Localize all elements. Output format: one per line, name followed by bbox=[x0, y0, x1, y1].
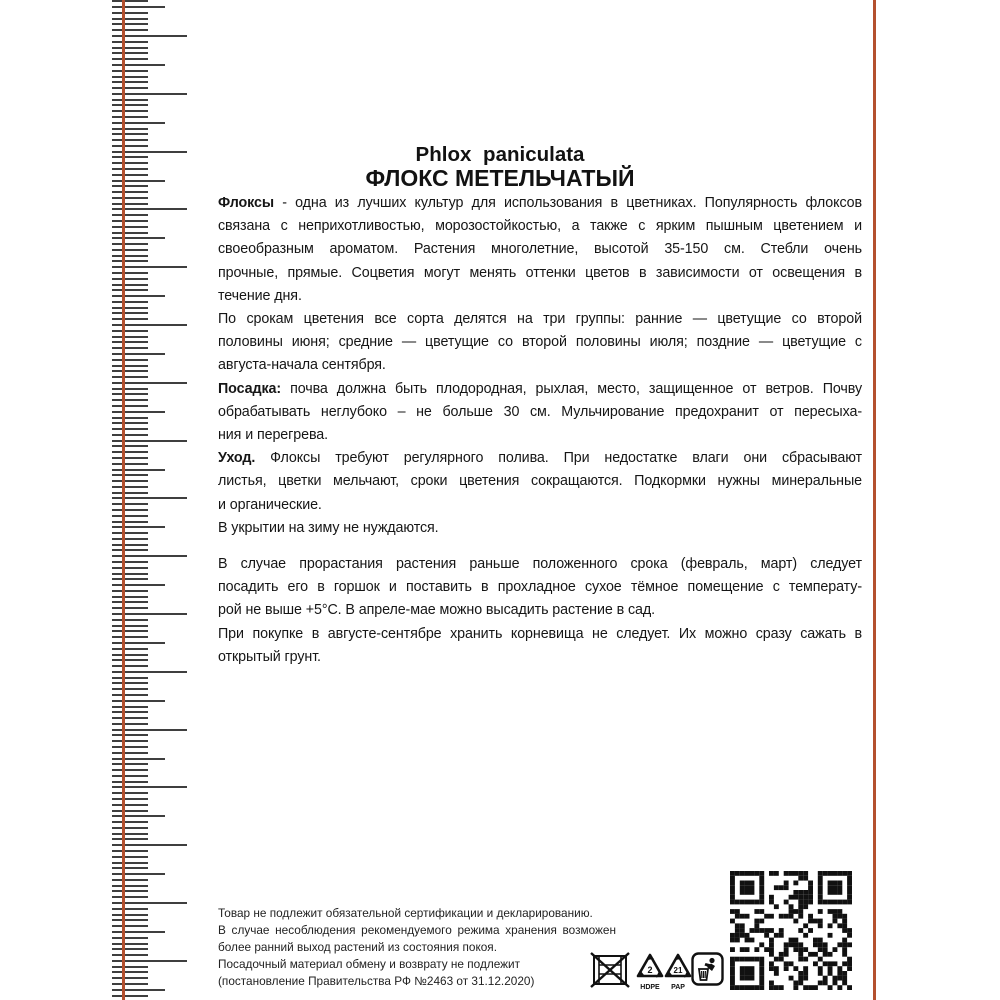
ruler-tick bbox=[112, 688, 148, 690]
ruler-tick bbox=[112, 995, 148, 997]
ruler-tick bbox=[112, 700, 165, 702]
ruler-tick bbox=[112, 867, 148, 869]
ruler-tick bbox=[112, 168, 148, 170]
body-line: Посадка: почва должна быть плодородная, рыхлая, место, защищенное от ветров. Почву bbox=[218, 380, 862, 397]
ruler-tick bbox=[112, 682, 148, 684]
ruler-tick bbox=[112, 104, 148, 106]
ruler-tick bbox=[112, 52, 148, 54]
ruler-tick bbox=[112, 243, 148, 245]
ruler-red-line bbox=[122, 0, 125, 1000]
ruler-tick bbox=[112, 0, 148, 2]
ruler-tick bbox=[112, 249, 148, 251]
ruler-tick bbox=[112, 284, 148, 286]
ruler-tick bbox=[112, 445, 148, 447]
ruler-tick bbox=[112, 289, 148, 291]
ruler-tick bbox=[112, 220, 148, 222]
ruler-tick bbox=[112, 347, 148, 349]
ruler-tick bbox=[112, 260, 148, 262]
legal-line: Посадочный материал обмену и возврату не подлежит bbox=[218, 956, 521, 971]
ruler-tick bbox=[112, 711, 148, 713]
body-line: При покупке в августе-сентябре хранить корневища не следует. Их можно сразу сажать в bbox=[218, 625, 862, 642]
ruler-tick bbox=[112, 405, 148, 407]
ruler-tick bbox=[112, 301, 148, 303]
ruler-tick bbox=[112, 873, 165, 875]
ruler-tick bbox=[112, 81, 148, 83]
ruler-tick bbox=[112, 827, 148, 829]
legal-line: более ранний выход растений из состояния покоя. bbox=[218, 939, 497, 954]
ruler-tick bbox=[112, 139, 148, 141]
body-line: половины июня; средние — цветущие со второй половины июля; поздние — цветущие с bbox=[218, 334, 862, 351]
ruler-tick bbox=[112, 833, 148, 835]
ruler-tick bbox=[112, 567, 148, 569]
ruler-tick bbox=[112, 925, 148, 927]
svg-text:2: 2 bbox=[647, 965, 653, 975]
ruler-tick bbox=[112, 752, 148, 754]
title-block bbox=[218, 143, 782, 190]
ruler-tick bbox=[112, 983, 148, 985]
ruler-tick bbox=[112, 145, 148, 147]
ruler-tick bbox=[112, 492, 148, 494]
ruler-tick bbox=[112, 116, 148, 118]
ruler-tick bbox=[112, 457, 148, 459]
ruler-tick bbox=[112, 422, 148, 424]
ruler-tick bbox=[112, 636, 148, 638]
ruler-tick bbox=[112, 70, 148, 72]
ruler-tick bbox=[112, 128, 148, 130]
ruler-tick bbox=[112, 330, 148, 332]
paragraph bbox=[218, 447, 862, 517]
body-line: По срокам цветения все сорта делятся на три группы: ранние — цветущие со второй bbox=[218, 311, 862, 328]
body-line: течение дня. bbox=[218, 287, 302, 304]
recycling-pap-icon bbox=[663, 953, 693, 991]
ruler-tick bbox=[112, 232, 148, 234]
ruler-tick bbox=[112, 723, 148, 725]
pap-label: PAP bbox=[671, 984, 685, 991]
ruler-tick bbox=[112, 312, 148, 314]
ruler-tick bbox=[112, 798, 148, 800]
ruler-tick bbox=[112, 989, 165, 991]
no-return-crossed-box-icon bbox=[590, 952, 630, 993]
ruler-tick bbox=[112, 370, 148, 372]
ruler-tick bbox=[112, 914, 148, 916]
ruler-tick bbox=[112, 203, 148, 205]
ruler-tick bbox=[112, 174, 148, 176]
ruler-tick bbox=[112, 578, 148, 580]
ruler-tick bbox=[112, 399, 148, 401]
paragraph bbox=[218, 553, 862, 623]
ruler-tick bbox=[112, 654, 148, 656]
ruler-tick bbox=[112, 162, 148, 164]
ruler-tick bbox=[112, 549, 148, 551]
ruler-tick bbox=[112, 18, 148, 20]
ruler-tick bbox=[112, 47, 148, 49]
ruler-tick bbox=[112, 821, 148, 823]
title-russian: ФЛОКС МЕТЕЛЬЧАТЫЙ bbox=[365, 165, 635, 191]
ruler-tick bbox=[112, 515, 148, 517]
ruler-tick bbox=[112, 451, 148, 453]
body-line: и органические. bbox=[218, 496, 322, 513]
body-line: открытый грунт. bbox=[218, 648, 321, 665]
ruler-tick bbox=[112, 792, 148, 794]
ruler-tick bbox=[112, 23, 148, 25]
ruler-tick bbox=[112, 353, 165, 355]
ruler-tick bbox=[112, 214, 148, 216]
ruler-tick bbox=[112, 191, 148, 193]
legal-line: Товар не подлежит обязательной сертификации и декларированию. bbox=[218, 906, 593, 920]
legal-line: (постановление Правительства РФ №2463 от 31.12.2020) bbox=[218, 973, 535, 988]
ruler-tick bbox=[112, 295, 165, 297]
ruler-tick bbox=[112, 133, 148, 135]
ruler-tick bbox=[112, 255, 148, 257]
ruler-tick bbox=[112, 41, 148, 43]
ruler-tick bbox=[112, 601, 148, 603]
ruler-tick bbox=[112, 734, 148, 736]
ruler-tick bbox=[112, 648, 148, 650]
ruler-tick bbox=[112, 474, 148, 476]
ruler-tick bbox=[112, 480, 148, 482]
recycling-hdpe-icon bbox=[635, 953, 665, 991]
ruler-tick bbox=[112, 87, 148, 89]
ruler-tick bbox=[112, 885, 148, 887]
body-line: своеобразным ароматом. Растения многолетние, высотой 35-150 см. Стебли очень bbox=[218, 241, 862, 258]
body-line: посадить его в горшок и поставить в прохладное сухое тёмное помещение с температу- bbox=[218, 579, 862, 596]
ruler-tick bbox=[112, 544, 148, 546]
ruler-tick bbox=[112, 237, 165, 239]
ruler-tick bbox=[112, 810, 148, 812]
ruler-tick bbox=[112, 376, 148, 378]
ruler-tick bbox=[112, 948, 148, 950]
ruler-tick bbox=[112, 185, 148, 187]
ruler-tick bbox=[112, 665, 148, 667]
ruler-tick bbox=[112, 393, 148, 395]
ruler-tick bbox=[112, 122, 165, 124]
title-latin: Phlox paniculata bbox=[415, 143, 585, 166]
body-line: обрабатывать неглубоко – не больше 30 см. Мульчирование предохранит от пересыха- bbox=[218, 403, 862, 420]
body-line: Флоксы - одна из лучших культур для использования в цветниках. Популярность флоксов bbox=[218, 195, 862, 211]
ruler-tick bbox=[112, 573, 148, 575]
ruler-tick bbox=[112, 29, 148, 31]
ruler-tick bbox=[112, 943, 148, 945]
ruler-tick bbox=[112, 931, 165, 933]
ruler-tick bbox=[112, 58, 148, 60]
ruler-tick bbox=[112, 526, 165, 528]
ruler-tick bbox=[112, 226, 148, 228]
ruler-tick bbox=[112, 411, 165, 413]
ruler-tick bbox=[112, 561, 148, 563]
body-line: В случае прорастания растения раньше положенного срока (февраль, март) следует bbox=[218, 556, 862, 573]
legal-text bbox=[218, 905, 616, 990]
ruler-tick bbox=[112, 642, 165, 644]
ruler-tick bbox=[112, 908, 148, 910]
body-line: рой не выше +5°С. В апреле-мае можно высадить растение в сад. bbox=[218, 602, 655, 619]
ruler-tick bbox=[112, 758, 165, 760]
ruler-tick bbox=[112, 469, 165, 471]
ruler-tick bbox=[112, 388, 148, 390]
body-line: прочные, прямые. Соцветия могут менять оттенки цветов в зависимости от освещения в bbox=[218, 264, 862, 281]
ruler-tick bbox=[112, 156, 148, 158]
ruler-tick bbox=[112, 954, 148, 956]
paragraph bbox=[218, 192, 862, 308]
ruler-tick bbox=[112, 706, 148, 708]
ruler-tick bbox=[112, 365, 148, 367]
ruler-tick bbox=[112, 966, 148, 968]
ruler-tick bbox=[112, 815, 165, 817]
ruler-tick bbox=[112, 6, 165, 8]
ruler-tick bbox=[112, 619, 148, 621]
ruler-tick bbox=[112, 503, 148, 505]
ruler-tick bbox=[112, 278, 148, 280]
ruler-tick bbox=[112, 740, 148, 742]
body-line: ния и перегрева. bbox=[218, 427, 329, 444]
ruler bbox=[0, 0, 210, 1000]
ruler-tick bbox=[112, 937, 148, 939]
ruler-tick bbox=[112, 630, 148, 632]
description-text bbox=[218, 192, 862, 669]
ruler-tick bbox=[112, 64, 165, 66]
ruler-tick bbox=[112, 862, 148, 864]
ruler-tick bbox=[112, 307, 148, 309]
ruler-tick bbox=[112, 486, 148, 488]
body-line: августа-начала сентября. bbox=[218, 357, 386, 374]
ruler-tick bbox=[112, 318, 148, 320]
ruler-tick bbox=[112, 890, 148, 892]
ruler-tick bbox=[112, 417, 148, 419]
ruler-tick bbox=[112, 596, 148, 598]
ruler-tick bbox=[112, 763, 148, 765]
ruler-tick bbox=[112, 99, 148, 101]
body-line: Уход. Флоксы требуют регулярного полива. При недостатке влаги они сбрасывают bbox=[218, 450, 862, 467]
ruler-tick bbox=[112, 341, 148, 343]
paragraph bbox=[218, 378, 862, 448]
hdpe-label: HDPE bbox=[640, 984, 660, 991]
ruler-tick bbox=[112, 197, 148, 199]
ruler-tick bbox=[112, 838, 148, 840]
ruler-tick bbox=[112, 677, 148, 679]
svg-text:21: 21 bbox=[673, 966, 683, 975]
ruler-tick bbox=[112, 625, 148, 627]
ruler-tick bbox=[112, 607, 148, 609]
ruler-tick bbox=[112, 359, 148, 361]
ruler-tick bbox=[112, 538, 148, 540]
ruler-tick bbox=[112, 694, 148, 696]
paragraph bbox=[218, 623, 862, 669]
ruler-tick bbox=[112, 584, 165, 586]
ruler-tick bbox=[112, 521, 148, 523]
ruler-tick bbox=[112, 896, 148, 898]
ruler-tick bbox=[112, 977, 148, 979]
ruler-tick bbox=[112, 272, 148, 274]
ruler-tick bbox=[112, 971, 148, 973]
body-line: связана с неприхотливостью, морозостойкостью, а также с ярким пышным цветением и bbox=[218, 218, 862, 235]
ruler-tick bbox=[112, 775, 148, 777]
ruler-tick bbox=[112, 746, 148, 748]
ruler-tick bbox=[112, 856, 148, 858]
ruler-tick bbox=[112, 659, 148, 661]
ruler-tick bbox=[112, 532, 148, 534]
ruler-tick bbox=[112, 110, 148, 112]
ruler-tick bbox=[112, 717, 148, 719]
ruler-tick bbox=[112, 781, 148, 783]
ruler-tick bbox=[112, 428, 148, 430]
ruler-tick bbox=[112, 804, 148, 806]
qr-code bbox=[730, 871, 852, 990]
ruler-tick bbox=[112, 12, 148, 14]
legal-line: В случае несоблюдения рекомендуемого режима хранения возможен bbox=[218, 922, 616, 937]
ruler-tick bbox=[112, 850, 148, 852]
ruler-tick bbox=[112, 434, 148, 436]
ruler-tick bbox=[112, 76, 148, 78]
ruler-tick bbox=[112, 590, 148, 592]
body-line: листья, цветки мельчают, сроки цветения сокращаются. Подкормки нужны минеральные bbox=[218, 473, 862, 490]
ruler-tick bbox=[112, 463, 148, 465]
ruler-tick bbox=[112, 879, 148, 881]
ruler-tick bbox=[112, 509, 148, 511]
ruler-tick bbox=[112, 180, 165, 182]
ruler-tick bbox=[112, 336, 148, 338]
tidyman-icon bbox=[691, 952, 724, 991]
ruler-tick bbox=[112, 769, 148, 771]
ruler-tick bbox=[112, 919, 148, 921]
body-line: В укрытии на зиму не нуждаются. bbox=[218, 519, 439, 536]
right-edge-red-line bbox=[873, 0, 876, 1000]
paragraph bbox=[218, 308, 862, 378]
paragraph bbox=[218, 517, 862, 540]
